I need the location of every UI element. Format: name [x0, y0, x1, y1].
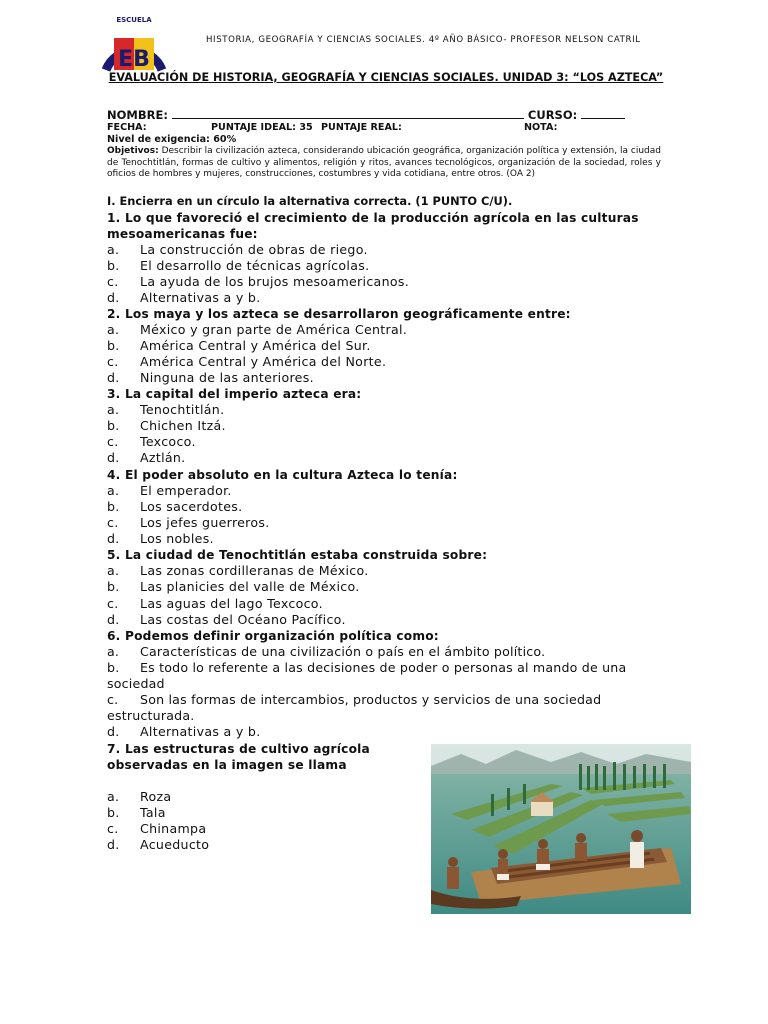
option-letter: b.: [107, 258, 120, 273]
option-text: Tenochtitlán.: [140, 402, 225, 417]
option-text: Los nobles.: [140, 531, 214, 546]
option-letter: d.: [107, 531, 120, 546]
option-letter: b.: [107, 338, 120, 353]
option-letter: c.: [107, 354, 119, 369]
option-letter: c.: [107, 692, 119, 707]
option-letter: d.: [107, 724, 120, 739]
option-4b[interactable]: [107, 499, 242, 515]
option-4a[interactable]: [107, 483, 232, 499]
option-5b[interactable]: [107, 579, 360, 595]
option-text: Ninguna de las anteriores.: [140, 370, 314, 385]
option-1a[interactable]: [107, 242, 368, 258]
option-letter: d.: [107, 370, 120, 385]
puntaje-ideal: PUNTAJE IDEAL: 35: [211, 122, 313, 133]
objetivos: [107, 146, 661, 181]
option-letter: a.: [107, 242, 120, 257]
question-7: 7. Las estructuras de cultivo agrícola observadas en la imagen se llama: [107, 742, 370, 772]
option-text: La construcción de obras de riego.: [140, 242, 368, 257]
option-letter: c.: [107, 515, 119, 530]
option-text: Chichen Itzá.: [140, 418, 226, 433]
option-4d[interactable]: [107, 531, 214, 547]
option-letter: a.: [107, 789, 120, 804]
option-text: Alternativas a y b.: [140, 290, 261, 305]
option-text: El emperador.: [140, 483, 232, 498]
objetivos-label: Objetivos:: [107, 146, 159, 156]
option-text: Características de una civilización o país en el ámbito político.: [140, 644, 546, 659]
option-text: Es todo lo referente a las decisiones de poder o personas al mando de una sociedad: [107, 660, 627, 691]
option-letter: d.: [107, 837, 120, 852]
option-2d[interactable]: [107, 370, 314, 386]
school-logo: [92, 14, 176, 72]
question-5: 5. La ciudad de Tenochtitlán estaba construida sobre:: [107, 548, 488, 562]
exam-title: EVALUACIÓN DE HISTORIA, GEOGRAFÍA Y CIENCIAS SOCIALES. UNIDAD 3: “LOS AZTECA”: [108, 71, 664, 84]
option-text: Texcoco.: [140, 434, 196, 449]
option-letter: c.: [107, 821, 119, 836]
option-text: La ayuda de los brujos mesoamericanos.: [140, 274, 410, 289]
option-text: Acueducto: [140, 837, 210, 852]
nota-label: NOTA:: [524, 122, 558, 133]
option-text: Las aguas del lago Texcoco.: [140, 596, 323, 611]
logo-letters: EB: [118, 47, 150, 72]
option-text: Los sacerdotes.: [140, 499, 243, 514]
question-2: 2. Los maya y los azteca se desarrollaron geográficamente entre:: [107, 307, 571, 321]
option-text: Alternativas a y b.: [140, 724, 261, 739]
option-letter: b.: [107, 579, 120, 594]
option-7b[interactable]: [107, 805, 166, 821]
option-1c[interactable]: [107, 274, 409, 290]
option-letter: c.: [107, 596, 119, 611]
option-2c[interactable]: [107, 354, 386, 370]
option-letter: b.: [107, 660, 120, 675]
option-1b[interactable]: [107, 258, 369, 274]
chinampa-painting: [431, 744, 691, 914]
option-5d[interactable]: [107, 612, 346, 628]
option-text: América Central y América del Norte.: [140, 354, 387, 369]
option-6c[interactable]: [107, 692, 667, 724]
nivel-exigencia: Nivel de exigencia: 60%: [107, 134, 237, 145]
nombre-label: NOMBRE:: [107, 108, 168, 122]
option-text: Aztlán.: [140, 450, 186, 465]
instruction: I. Encierra en un círculo la alternativa correcta. (1 PUNTO C/U).: [107, 194, 513, 208]
curso-label: CURSO:: [527, 108, 578, 122]
option-letter: c.: [107, 274, 119, 289]
question-4: 4. El poder absoluto en la cultura Azteca lo tenía:: [107, 468, 458, 482]
nombre-row: [107, 108, 625, 122]
option-letter: d.: [107, 612, 120, 627]
option-letter: b.: [107, 805, 120, 820]
option-2a[interactable]: [107, 322, 407, 338]
question-3: 3. La capital del imperio azteca era:: [107, 387, 362, 401]
option-text: Las zonas cordilleranas de México.: [140, 563, 369, 578]
option-3b[interactable]: [107, 418, 226, 434]
puntaje-real: PUNTAJE REAL:: [321, 122, 402, 133]
option-letter: b.: [107, 499, 120, 514]
option-text: Tala: [140, 805, 166, 820]
question-6: 6. Podemos definir organización política como:: [107, 629, 439, 643]
option-7d[interactable]: [107, 837, 209, 853]
option-text: Las costas del Océano Pacífico.: [140, 612, 346, 627]
option-6b[interactable]: [107, 660, 667, 692]
option-7c[interactable]: [107, 821, 206, 837]
option-letter: a.: [107, 483, 120, 498]
option-letter: d.: [107, 290, 120, 305]
course-header: HISTORIA, GEOGRAFÍA Y CIENCIAS SOCIALES. 4º AÑO BÁSICO- PROFESOR NELSON CATRIL: [206, 35, 641, 45]
option-3c[interactable]: [107, 434, 196, 450]
objetivos-text: Describir la civilización azteca, considerando ubicación geográfica, organización política y extensión, la ciudad de Tenochtitlán, formas de cultivo y alimentos, religión y ritos, avances tecnológicos, organización de la sociedad, roles y oficios de hombres y mujeres, construcciones, costumbres y vida cotidiana, entre otros. (OA 2): [107, 146, 661, 180]
option-7a[interactable]: [107, 789, 171, 805]
option-text: Las planicies del valle de México.: [140, 579, 360, 594]
option-letter: a.: [107, 402, 120, 417]
school-top-text: ESCUELA: [116, 16, 152, 24]
curso-field[interactable]: [581, 109, 625, 119]
option-text: Roza: [140, 789, 172, 804]
option-text: Chinampa: [140, 821, 207, 836]
option-6a[interactable]: [107, 644, 667, 660]
option-4c[interactable]: [107, 515, 270, 531]
nombre-field[interactable]: [172, 109, 524, 119]
option-text: El desarrollo de técnicas agrícolas.: [140, 258, 370, 273]
option-text: Son las formas de intercambios, productos y servicios de una sociedad estructurada.: [107, 692, 602, 723]
option-text: Los jefes guerreros.: [140, 515, 270, 530]
option-letter: c.: [107, 434, 119, 449]
option-1d[interactable]: [107, 290, 261, 306]
option-2b[interactable]: [107, 338, 371, 354]
option-3d[interactable]: [107, 450, 185, 466]
option-letter: b.: [107, 418, 120, 433]
option-letter: a.: [107, 322, 120, 337]
option-5a[interactable]: [107, 563, 369, 579]
option-letter: d.: [107, 450, 120, 465]
option-5c[interactable]: [107, 596, 323, 612]
option-letter: a.: [107, 563, 120, 578]
option-3a[interactable]: [107, 402, 224, 418]
option-text: América Central y América del Sur.: [140, 338, 371, 353]
fecha-label: FECHA:: [107, 122, 147, 133]
option-text: México y gran parte de América Central.: [140, 322, 408, 337]
option-letter: a.: [107, 644, 120, 659]
option-6d[interactable]: [107, 724, 261, 740]
question-1: 1. Lo que favoreció el crecimiento de la producción agrícola en las culturas mesoamericanas fue:: [107, 211, 639, 241]
